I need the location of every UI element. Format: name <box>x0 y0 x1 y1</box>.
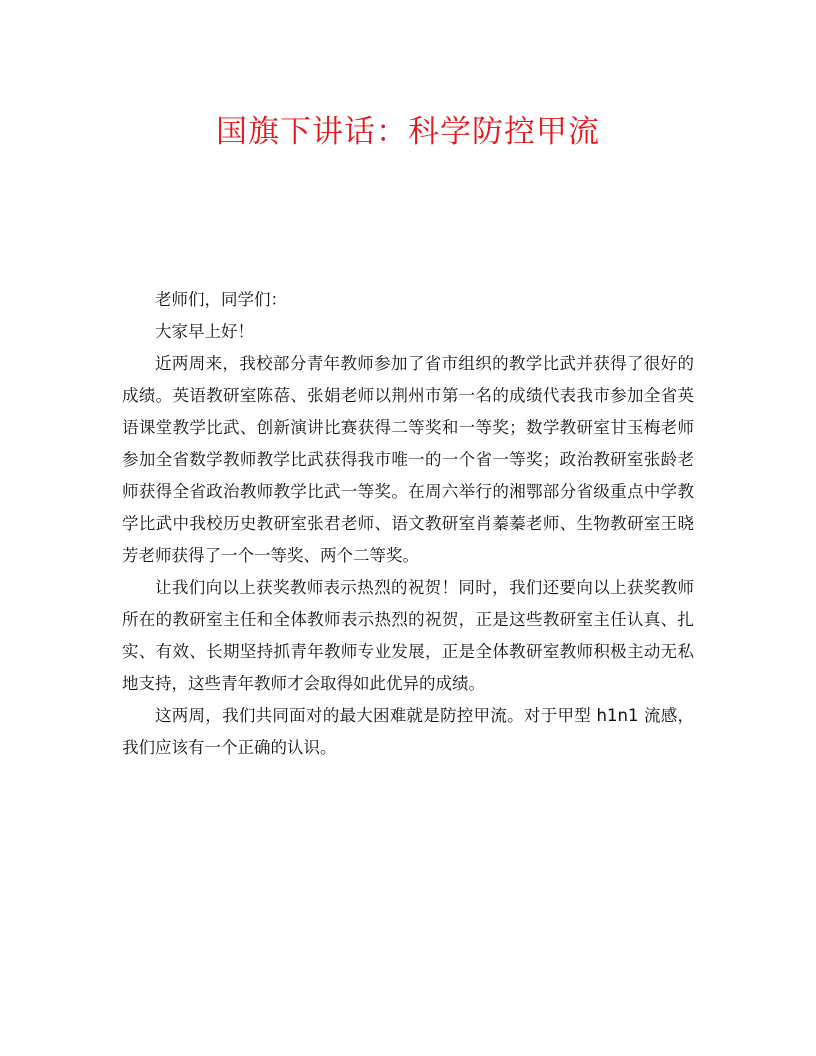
body-paragraph-congratulations: 让我们向以上获奖教师表示热烈的祝贺！同时，我们还要向以上获奖教师所在的教研室主任和全体教师表示热烈的祝贺，正是这些教研室主任认真、扎实、有效、长期坚持抓青年教师专业发展，正是全体教研室教师积极主动无私地支持，这些青年教师才会取得如此优异的成绩。 <box>122 578 694 693</box>
body-paragraph-awards: 近两周来，我校部分青年教师参加了省市组织的教学比武并获得了很好的成绩。英语教研室陈蓓、张娟老师以荆州市第一名的成绩代表我市参加全省英语课堂教学比武、创新演讲比赛获得二等奖和一等奖；数学教研室甘玉梅老师参加全省数学教师教学比武获得我市唯一的一个省一等奖；政治教研室张龄老师获得全省政治教师教学比武一等奖。在周六举行的湘鄂部分省级重点中学教学比武中我校历史教研室张君老师、语文教研室肖蓁蓁老师、生物教研室王晓芳老师获得了一个一等奖、两个二等奖。 <box>122 354 694 565</box>
document-title: 国旗下讲话：科学防控甲流 <box>216 114 600 150</box>
salutation-paragraph: 老师们，同学们： <box>155 290 287 309</box>
greeting-paragraph: 大家早上好！ <box>155 322 254 341</box>
body-paragraph-flu: 这两周，我们共同面对的最大困难就是防控甲流。对于甲型 h1n1 流感，我们应该有一个正确的认识。 <box>122 706 694 757</box>
document-body <box>122 284 694 764</box>
